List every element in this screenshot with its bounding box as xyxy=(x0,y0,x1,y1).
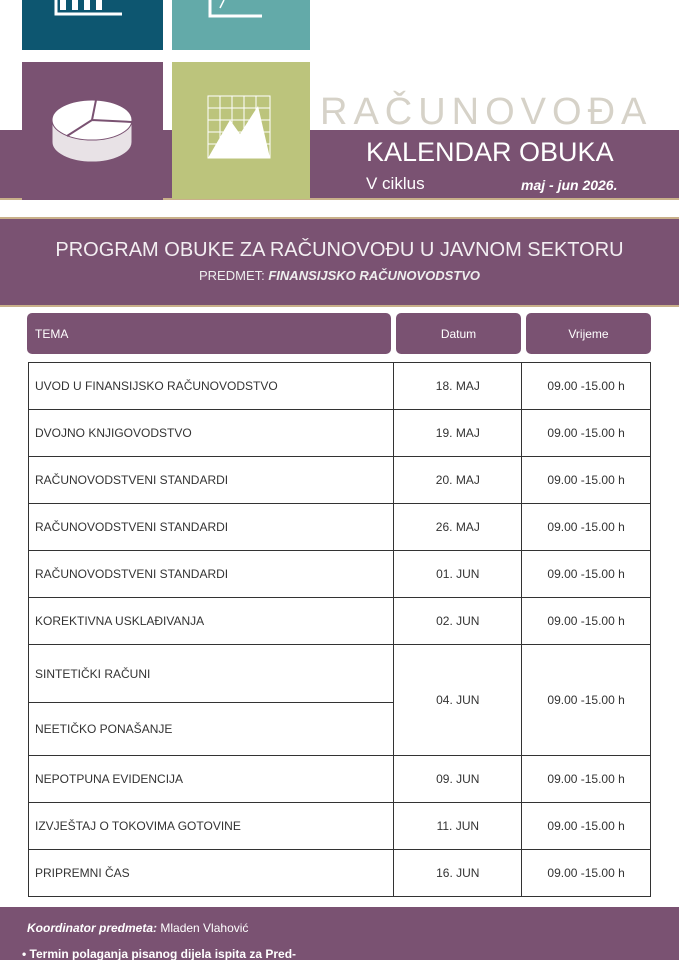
topic-cell: KOREKTIVNA USKLAĐIVANJA xyxy=(29,598,394,645)
table-row xyxy=(29,410,651,457)
coordinator-label: Koordinator predmeta: xyxy=(27,921,158,935)
calendar-title: KALENDAR OBUKA xyxy=(366,137,614,167)
bar-chart-tile xyxy=(22,0,163,50)
date-cell: 11. JUN xyxy=(394,803,522,850)
time-cell: 09.00 -15.00 h xyxy=(522,598,651,645)
header-topic: TEMA xyxy=(27,313,391,354)
time-cell: 09.00 -15.00 h xyxy=(522,504,651,551)
table-row xyxy=(29,598,651,645)
schedule-table xyxy=(28,362,651,897)
table-row xyxy=(29,756,651,803)
footer-band xyxy=(0,907,679,960)
topic-cell: PRIPREMNI ČAS xyxy=(29,850,394,897)
topic-cell: DVOJNO KNJIGOVODSTVO xyxy=(29,410,394,457)
table-row xyxy=(29,457,651,504)
period-label: maj - jun 2026. xyxy=(521,177,618,193)
table-row xyxy=(29,803,651,850)
topic-cell: NEPOTPUNA EVIDENCIJA xyxy=(29,756,394,803)
bar-chart-icon xyxy=(22,0,163,50)
exam-note-text: Termin polaganja pisanog dijela ispita za Pred- xyxy=(29,947,297,961)
header-time: Vrijeme xyxy=(526,313,651,354)
time-cell: 09.00 -15.00 h xyxy=(522,551,651,598)
date-cell: 04. JUN xyxy=(394,645,522,756)
table-row xyxy=(29,645,651,703)
date-cell: 02. JUN xyxy=(394,598,522,645)
topic-cell: RAČUNOVODSTVENI STANDARDI xyxy=(29,457,394,504)
date-cell: 26. MAJ xyxy=(394,504,522,551)
time-cell: 09.00 -15.00 h xyxy=(522,457,651,504)
topic-cell: NEETIČKO PONAŠANJE xyxy=(29,703,394,756)
date-cell: 20. MAJ xyxy=(394,457,522,504)
date-cell: 09. JUN xyxy=(394,756,522,803)
header-date: Datum xyxy=(396,313,521,354)
time-cell: 09.00 -15.00 h xyxy=(522,645,651,756)
program-title: PROGRAM OBUKE ZA RAČUNOVOĐU U JAVNOM SEKTORU xyxy=(55,239,624,261)
time-cell: 09.00 -15.00 h xyxy=(522,363,651,410)
pie-chart-tile xyxy=(22,62,163,200)
date-cell: 19. MAJ xyxy=(394,410,522,457)
table-row xyxy=(29,850,651,897)
table-row xyxy=(29,551,651,598)
exam-note: • Termin polaganja pisanog dijela ispita za Pred- xyxy=(22,947,297,961)
time-cell: 09.00 -15.00 h xyxy=(522,756,651,803)
line-chart-icon xyxy=(172,0,310,50)
pie-chart-icon xyxy=(22,62,163,200)
subject-label: PREDMET: xyxy=(199,268,265,283)
subject-name: FINANSIJSKO RAČUNOVODSTVO xyxy=(268,268,480,283)
line-chart-tile xyxy=(172,0,310,50)
coordinator-name: Mladen Vlahović xyxy=(160,921,249,935)
topic-cell: UVOD U FINANSIJSKO RAČUNOVODSTVO xyxy=(29,363,394,410)
area-chart-icon xyxy=(172,62,310,199)
brand-title: RAČUNOVOĐA xyxy=(320,91,653,133)
topic-cell: SINTETIČKI RAČUNI xyxy=(29,645,394,703)
time-cell: 09.00 -15.00 h xyxy=(522,410,651,457)
area-chart-tile xyxy=(172,62,310,199)
time-cell: 09.00 -15.00 h xyxy=(522,850,651,897)
time-cell: 09.00 -15.00 h xyxy=(522,803,651,850)
coordinator-line xyxy=(27,921,248,935)
topic-cell: IZVJEŠTAJ O TOKOVIMA GOTOVINE xyxy=(29,803,394,850)
topic-cell: RAČUNOVODSTVENI STANDARDI xyxy=(29,504,394,551)
table-row xyxy=(29,504,651,551)
subject-line xyxy=(0,268,679,283)
table-row xyxy=(29,363,651,410)
date-cell: 18. MAJ xyxy=(394,363,522,410)
cycle-label: V ciklus xyxy=(366,174,425,193)
date-cell: 16. JUN xyxy=(394,850,522,897)
date-cell: 01. JUN xyxy=(394,551,522,598)
program-band xyxy=(0,217,679,307)
topic-cell: RAČUNOVODSTVENI STANDARDI xyxy=(29,551,394,598)
